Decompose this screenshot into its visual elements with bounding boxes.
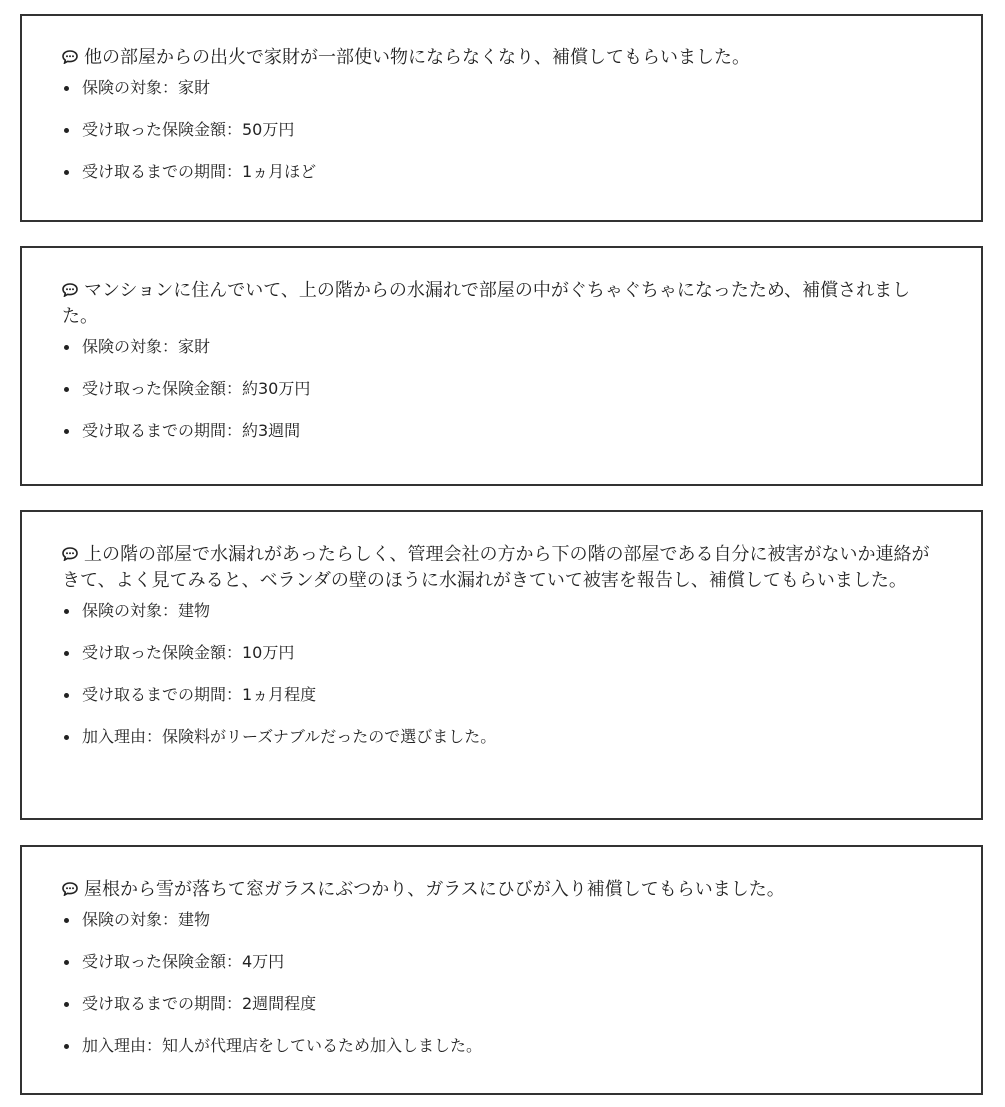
review-detail-list	[62, 909, 945, 1057]
review-detail-list	[62, 600, 945, 748]
review-card	[20, 14, 983, 222]
review-detail-item: 受け取るまでの期間：1ヵ月ほど	[62, 161, 945, 183]
bullet	[64, 960, 69, 965]
review-detail-item: 加入理由：保険料がリーズナブルだったので選びました。	[62, 726, 945, 748]
bullet	[64, 86, 69, 91]
review-comment-text: マンションに住んでいて、上の階からの水漏れで部屋の中がぐちゃぐちゃになったため、補償されました。	[62, 280, 911, 327]
review-detail-item: 加入理由：知人が代理店をしているため加入しました。	[62, 1035, 945, 1057]
bullet	[64, 651, 69, 656]
review-detail-item: 受け取った保険金額：50万円	[62, 119, 945, 141]
bullet	[64, 170, 69, 175]
speech-bubble-icon	[62, 283, 78, 297]
bullet	[64, 735, 69, 740]
review-detail-item: 受け取った保険金額：約30万円	[62, 378, 945, 400]
review-comment	[62, 877, 945, 903]
review-detail-item: 受け取るまでの期間：約3週間	[62, 420, 945, 442]
bullet	[64, 345, 69, 350]
review-comment	[62, 542, 945, 594]
review-detail-item: 受け取った保険金額：10万円	[62, 642, 945, 664]
review-detail-item: 受け取るまでの期間：2週間程度	[62, 993, 945, 1015]
review-detail-item: 保険の対象：家財	[62, 336, 945, 358]
bullet	[64, 1044, 69, 1049]
speech-bubble-icon	[62, 882, 78, 896]
review-detail-item: 保険の対象：建物	[62, 600, 945, 622]
review-comment-text: 他の部屋からの出火で家財が一部使い物にならなくなり、補償してもらいました。	[84, 47, 750, 68]
review-card	[20, 510, 983, 820]
bullet	[64, 387, 69, 392]
review-detail-item: 保険の対象：家財	[62, 77, 945, 99]
review-card	[20, 246, 983, 486]
review-comment	[62, 278, 945, 330]
review-detail-list	[62, 77, 945, 183]
review-comment-text: 屋根から雪が落ちて窓ガラスにぶつかり、ガラスにひびが入り補償してもらいました。	[84, 879, 785, 900]
review-detail-item: 受け取るまでの期間：1ヵ月程度	[62, 684, 945, 706]
bullet	[64, 429, 69, 434]
bullet	[64, 128, 69, 133]
review-comment-text: 上の階の部屋で水漏れがあったらしく、管理会社の方から下の階の部屋である自分に被害がないか連絡がきて、よく見てみると、ベランダの壁のほうに水漏れがきていて被害を報告し、補償してもらいました。	[62, 544, 930, 591]
review-card	[20, 845, 983, 1095]
speech-bubble-icon	[62, 50, 78, 64]
bullet	[64, 918, 69, 923]
bullet	[64, 1002, 69, 1007]
review-detail-item: 受け取った保険金額：4万円	[62, 951, 945, 973]
speech-bubble-icon	[62, 547, 78, 561]
review-comment	[62, 45, 945, 71]
bullet	[64, 609, 69, 614]
review-detail-item: 保険の対象：建物	[62, 909, 945, 931]
review-detail-list	[62, 336, 945, 442]
bullet	[64, 693, 69, 698]
